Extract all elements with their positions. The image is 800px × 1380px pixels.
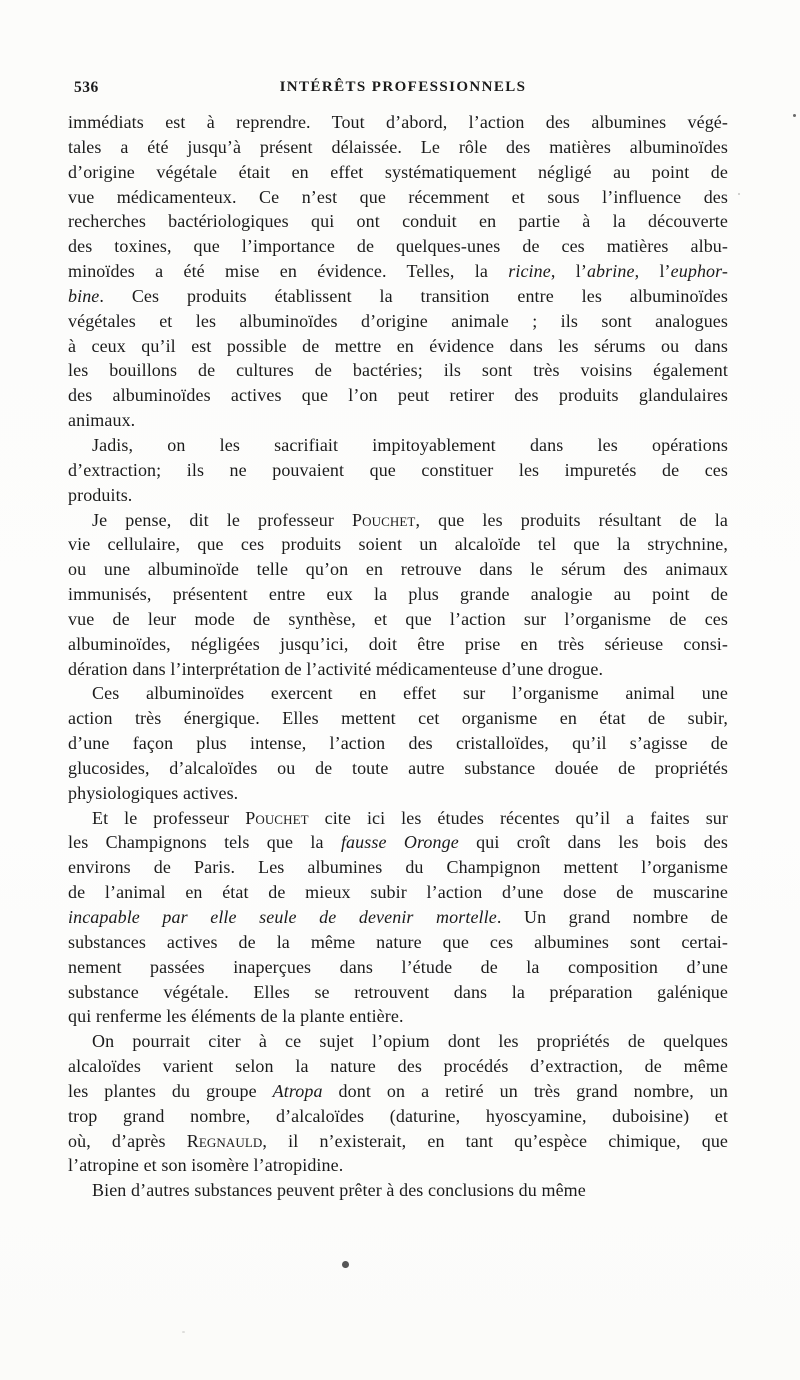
paragraph bbox=[68, 1029, 728, 1178]
paragraph bbox=[68, 433, 728, 508]
text-line: immunisés, présentent entre eux la plus grande analogie au point de bbox=[68, 584, 728, 605]
text-line: trop grand nombre, d’alcaloïdes (daturine, hyoscyamine, duboisine) et bbox=[68, 1105, 728, 1126]
text-line: dération dans l’interprétation de l’activité médicamenteuse d’une drogue. bbox=[68, 658, 604, 679]
text-line: les Champignons tels que la fausse Oronge qui croît dans les bois des bbox=[68, 832, 728, 853]
text-line: action très énergique. Elles mettent cet organisme en état de subir, bbox=[68, 708, 728, 729]
paragraph bbox=[68, 508, 728, 682]
text-line: physiologiques actives. bbox=[68, 782, 239, 803]
text-line: Et le professeur Pouchet cite ici les études récentes qu’il a faites sur bbox=[92, 807, 728, 828]
text-line: Jadis, on les sacrifiait impitoyablement dans les opérations bbox=[92, 434, 728, 455]
paragraph bbox=[68, 681, 728, 805]
text-line: des albuminoïdes actives que l’on peut retirer des produits glandulaires bbox=[68, 385, 728, 406]
text-line: d’extraction; ils ne pouvaient que constituer les impuretés de ces bbox=[68, 459, 728, 480]
text-line: substance végétale. Elles se retrouvent dans la préparation galénique bbox=[68, 981, 728, 1002]
text-line: les plantes du groupe Atropa dont on a retiré un très grand nombre, un bbox=[68, 1080, 728, 1101]
text-line: Ces albuminoïdes exercent en effet sur l’organisme animal une bbox=[92, 683, 728, 704]
text-line: l’atropine et son isomère l’atropidine. bbox=[68, 1155, 344, 1176]
text-line: ou une albuminoïde telle qu’on en retrouve dans le sérum des animaux bbox=[68, 559, 728, 580]
text-line: alcaloïdes varient selon la nature des procédés d’extraction, de même bbox=[68, 1056, 728, 1077]
paragraph bbox=[68, 1178, 728, 1203]
text-line: Bien d’autres substances peuvent prêter à des conclusions du même bbox=[92, 1180, 586, 1201]
text-line: à ceux qu’il est possible de mettre en évidence dans les sérums ou dans bbox=[68, 335, 728, 356]
text-line: environs de Paris. Les albumines du Champignon mettent l’organisme bbox=[68, 857, 728, 878]
text-line: où, d’après Regnauld, il n’existerait, en tant qu’espèce chimique, que bbox=[68, 1130, 729, 1151]
section-ornament-dot bbox=[342, 1261, 349, 1268]
text-line: vie cellulaire, que ces produits soient un alcaloïde tel que la strychnine, bbox=[68, 534, 728, 555]
text-line: d’une façon plus intense, l’action des cristalloïdes, qu’il s’agisse de bbox=[68, 733, 728, 754]
text-line: de l’animal en état de mieux subir l’action d’une dose de muscarine bbox=[68, 882, 728, 903]
scan-speck bbox=[738, 193, 740, 195]
text-block bbox=[68, 110, 728, 1203]
text-line: vue de leur mode de synthèse, et que l’action sur l’organisme de ces bbox=[68, 608, 728, 629]
scan-speck bbox=[182, 1331, 185, 1333]
text-line: tales a été jusqu’à présent délaissée. Le rôle des matières albuminoïdes bbox=[68, 136, 728, 157]
text-line: minoïdes a été mise en évidence. Telles, la ricine, l’abrine, l’euphor- bbox=[68, 261, 728, 282]
text-line: immédiats est à reprendre. Tout d’abord, l’action des albumines végé- bbox=[68, 112, 728, 132]
text-line: bine. Ces produits établissent la transition entre les albuminoïdes bbox=[68, 285, 728, 306]
text-line: d’origine végétale était en effet systématiquement négligé au point de bbox=[68, 161, 728, 182]
text-line: albuminoïdes, négligées jusqu’ici, doit être prise en très sérieuse consi- bbox=[68, 633, 728, 654]
paragraph bbox=[68, 110, 728, 433]
text-line: vue médicamenteux. Ce n’est que récemment et sous l’influence des bbox=[68, 186, 728, 207]
text-line: substances actives de la même nature que ces albumines sont certai- bbox=[68, 931, 728, 952]
text-line: On pourrait citer à ce sujet l’opium dont les propriétés de quelques bbox=[92, 1031, 728, 1052]
text-line: incapable par elle seule de devenir mortelle. Un grand nombre de bbox=[68, 907, 728, 927]
text-line: végétales et les albuminoïdes d’origine animale ; ils sont analogues bbox=[68, 310, 728, 331]
text-line: produits. bbox=[68, 484, 133, 505]
running-title: INTÉRÊTS PROFESSIONNELS bbox=[279, 79, 527, 95]
scan-speck bbox=[793, 114, 796, 117]
paragraph bbox=[68, 806, 728, 1030]
text-line: les bouillons de cultures de bactéries; ils sont très voisins également bbox=[68, 360, 728, 381]
text-line: animaux. bbox=[68, 410, 136, 431]
text-line: nement passées inaperçues dans l’étude de la composition d’une bbox=[68, 956, 728, 977]
page-number: 536 bbox=[74, 79, 99, 96]
text-line: qui renferme les éléments de la plante entière. bbox=[68, 1006, 404, 1027]
text-line: recherches bactériologiques qui ont conduit en partie à la découverte bbox=[68, 211, 728, 232]
text-line: Je pense, dit le professeur Pouchet, que les produits résultant de la bbox=[92, 509, 728, 530]
text-line: des toxines, que l’importance de quelques-unes de ces matières albu- bbox=[68, 236, 728, 257]
page-header bbox=[68, 79, 738, 99]
text-line: glucosides, d’alcaloïdes ou de toute autre substance douée de propriétés bbox=[68, 757, 728, 778]
